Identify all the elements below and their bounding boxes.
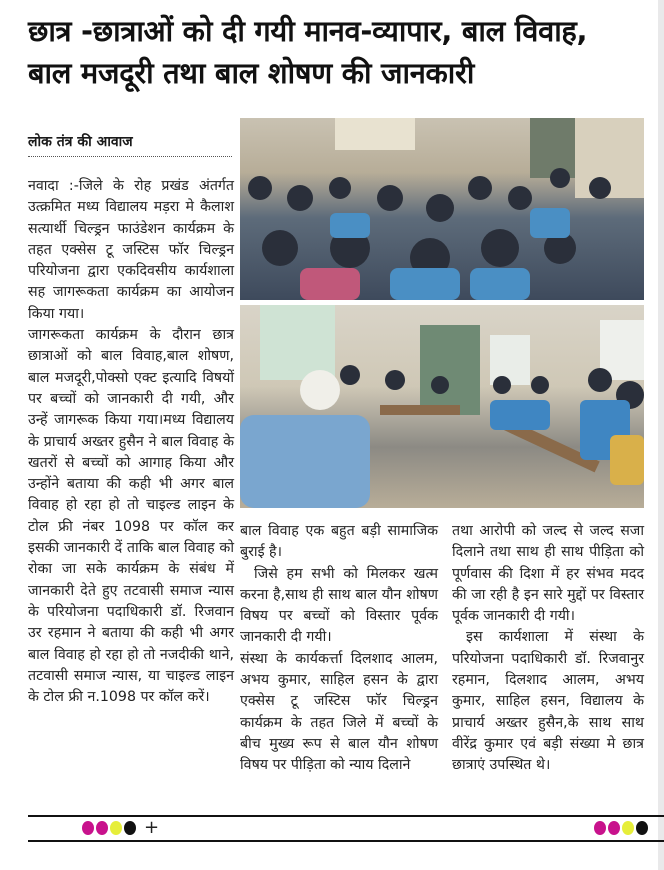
headline-line-1: छात्र -छात्राओं को दी गयी मानव-व्यापार, बाल विवाह,: [28, 14, 588, 48]
registration-marks-left: [82, 817, 160, 838]
footer-rule-top: [28, 815, 664, 817]
headline: [28, 10, 658, 94]
registration-dot-black: [636, 821, 648, 835]
footer-rule-bottom: [28, 840, 664, 842]
paragraph: नवादा :-जिले के रोह प्रखंड अंतर्गत उत्क्रमित मध्य विद्यालय मड़रा मे कैलाश सत्यार्थी चिल्ड्रन फाउंडेशन कार्यक्रम के तहत एक्सेस टू जस्टिस फॉर चिल्ड्रन परियोजना द्वारा एकदिवसीय कार्यशाला सह जागरूकता कार्यक्रम का आयोजन किया गया।: [28, 178, 234, 322]
byline: लोक तंत्र की आवाज: [28, 132, 232, 157]
article-column-1: [28, 176, 234, 708]
paragraph: बाल विवाह एक बहुत बड़ी सामाजिक बुराई है।: [240, 523, 438, 561]
paragraph: जिसे हम सभी को मिलकर खत्म करना है,साथ ही साथ बाल यौन शोषण विषय पर बच्चों को विस्तार पूर्वक जानकारी दी गयी।: [240, 565, 438, 646]
article-column-2: [240, 521, 438, 777]
workshop-photo: [240, 305, 644, 508]
article-column-3: [452, 521, 644, 777]
registration-dot-magenta: [96, 821, 108, 835]
paragraph: संस्था के कार्यकर्त्ता दिलशाद आलम, अभय कुमार, साहिल हसन के द्वारा एक्सेस टू जस्टिस फॉर चिल्ड्रन कार्यक्रम के तहत जिले में बच्चों के बीच मुख्य रूप से बाल यौन शोषण विषय पर पीड़िता को न्याय दिलाने: [240, 650, 438, 774]
registration-dot-yellow: [110, 821, 122, 835]
headline-line-2: बाल मजदूरी तथा बाल शोषण की जानकारी: [28, 56, 475, 90]
registration-marks-right: [594, 821, 648, 835]
paragraph: तथा आरोपी को जल्द से जल्द सजा दिलाने तथा साथ ही साथ पीड़िता को पूर्णवास की दिशा में हर संभव मदद की जा रही है इन सारे मुद्दों पर विस्तार पूर्वक जानकारी दी गयी।: [452, 523, 644, 625]
registration-dot-magenta: [82, 821, 94, 835]
registration-dot-yellow: [622, 821, 634, 835]
registration-dot-magenta: [608, 821, 620, 835]
crosshair-icon: +: [144, 817, 160, 838]
registration-dot-black: [124, 821, 136, 835]
paragraph: इस कार्यशाला में संस्था के परियोजना पदाधिकारी डॉ. रिजवानुर रहमान, दिलशाद आलम, अभय कुमार, साहिल हसन, विद्यालय के प्राचार्य अख्तर हुसैन,के साथ साथ वीरेंद्र कुमार एवं बड़ी संख्या मे छात्र छात्राएं उपस्थित थे।: [452, 629, 644, 774]
classroom-photo-image: [240, 118, 644, 300]
classroom-photo: [240, 118, 644, 300]
registration-dot-magenta: [594, 821, 606, 835]
paragraph: जागरूकता कार्यक्रम के दौरान छात्र छात्राओं को बाल विवाह,बाल शोषण, बाल मजदूरी,पोक्सो एक्ट इत्यादि विषयों पर बच्चों को जानकारी दी गयी, और उन्हें जागरूक किया गया।मध्य विद्यालय के प्राचार्य अख्तर हुसैन ने बाल विवाह के खतरों से बच्चों को आगाह किया और उन्होंने बताया की कही भी अगर बाल विवाह हो रहा हो तो चाइल्ड लाइन के टोल फ्री नंबर 1098 पर कॉल कर इसकी जानकारी दें ताकि बाल विवाह को रोका जा सके कार्यक्रम के संबंध में जानकारी देते हुए तटवासी समाज न्यास के परियोजना पदाधिकारी डॉ. रिजवान उर रहमान ने बताया की कही भी अगर बाल विवाह हो रहा हो तो नजदीकी थाने, तटवासी समाज न्यास, या चाइल्ड लाइन के टोल फ्री न.1098 पर कॉल करें।: [28, 327, 234, 706]
page-edge: [658, 0, 664, 870]
workshop-photo-image: [240, 305, 644, 508]
